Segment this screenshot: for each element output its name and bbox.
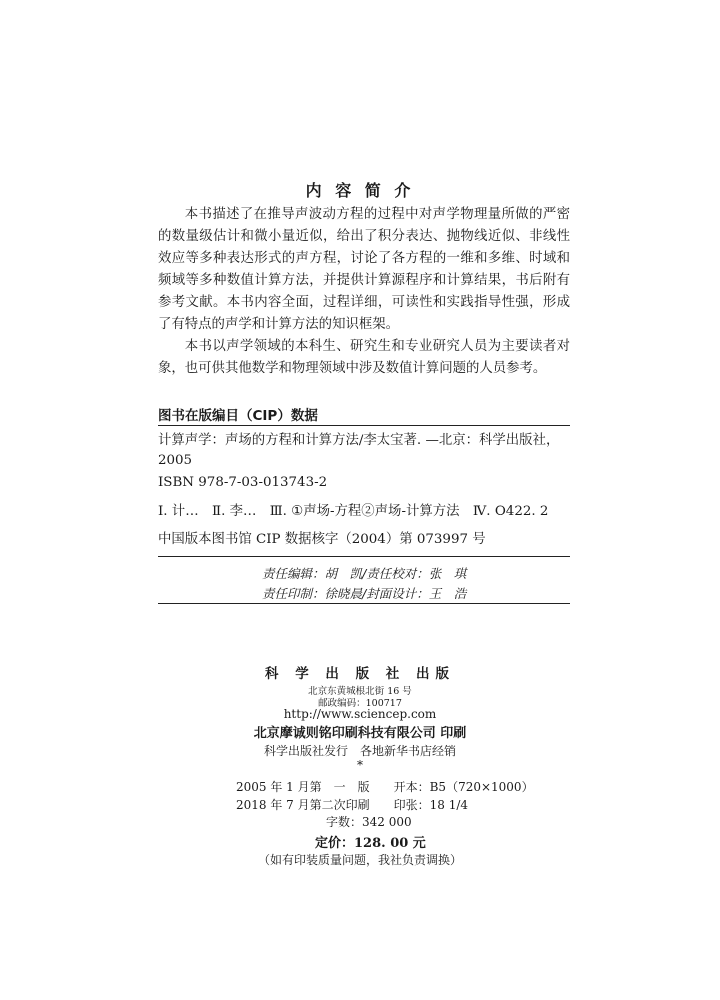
publisher-address: 北京东黄城根北街 16 号: [308, 686, 412, 697]
separator-star: *: [357, 758, 363, 772]
summary-paragraph-2: 本书以声学领域的本科生、研究生和专业研究人员为主要读者对象，也可供其他数学和物理领域中涉及数值计算问题的人员参考。: [158, 339, 570, 376]
credits-rule: [158, 603, 570, 604]
edition-note: （如有印装质量问题，我社负责调换）: [257, 853, 462, 867]
cip-title-line-2: 2005: [158, 453, 193, 468]
distribution: 科学出版社发行 各地新华书店经销: [263, 744, 456, 758]
publisher-name: 科 学 出 版 社 出版: [265, 666, 455, 682]
summary-body: [158, 204, 570, 380]
credits-editor-proofreader: 责任编辑：胡 凯/责任校对：张 琪: [262, 566, 467, 581]
cip-heading: 图书在版编目（CIP）数据: [158, 408, 318, 424]
publisher-postcode: 邮政编码：100717: [318, 698, 402, 709]
edition-words: 字数：342 000: [326, 815, 412, 829]
cip-bottom-rule: [158, 556, 570, 557]
cip-isbn: ISBN 978-7-03-013743-2: [158, 475, 328, 490]
summary-paragraph-1: 本书描述了在推导声波动方程的过程中对声学物理量所做的严密的数量级估计和微小量近似，给出了积分表达、抛物线近似、非线性效应等多种表达形式的声方程，讨论了各方程的一维和多维、时域和频域等多种数值计算方法，并提供计算源程序和计算结果，书后附有参考文献。本书内容全面，过程详细，可读性和实践指导性强，形成了有特点的声学和计算方法的知识框架。: [158, 207, 570, 332]
edition-price: 定价：128. 00 元: [315, 836, 426, 851]
printer-name: 北京摩诚则铭印刷科技有限公司 印刷: [253, 726, 467, 741]
cip-verify: 中国版本图书馆 CIP 数据核字（2004）第 073997 号: [158, 532, 486, 547]
publisher-url: http://www.sciencep.com: [283, 707, 437, 721]
credits-printing-cover: 责任印制：徐晓晨/封面设计：王 浩: [262, 586, 467, 601]
edition-first: 2005 年 1 月第 一 版 开本：B5（720×1000）: [236, 780, 534, 794]
cip-title-line: 计算声学：声场的方程和计算方法/李太宝著. —北京：科学出版社，: [158, 433, 560, 448]
cip-classification: Ⅰ. 计… Ⅱ. 李… Ⅲ. ①声场-方程②声场-计算方法 Ⅳ. O422. 2: [158, 504, 549, 519]
summary-title: 内 容 简 介: [305, 181, 415, 200]
cip-top-rule: [158, 425, 570, 426]
edition-reprint: 2018 年 7 月第二次印刷 印张：18 1/4: [236, 798, 469, 812]
